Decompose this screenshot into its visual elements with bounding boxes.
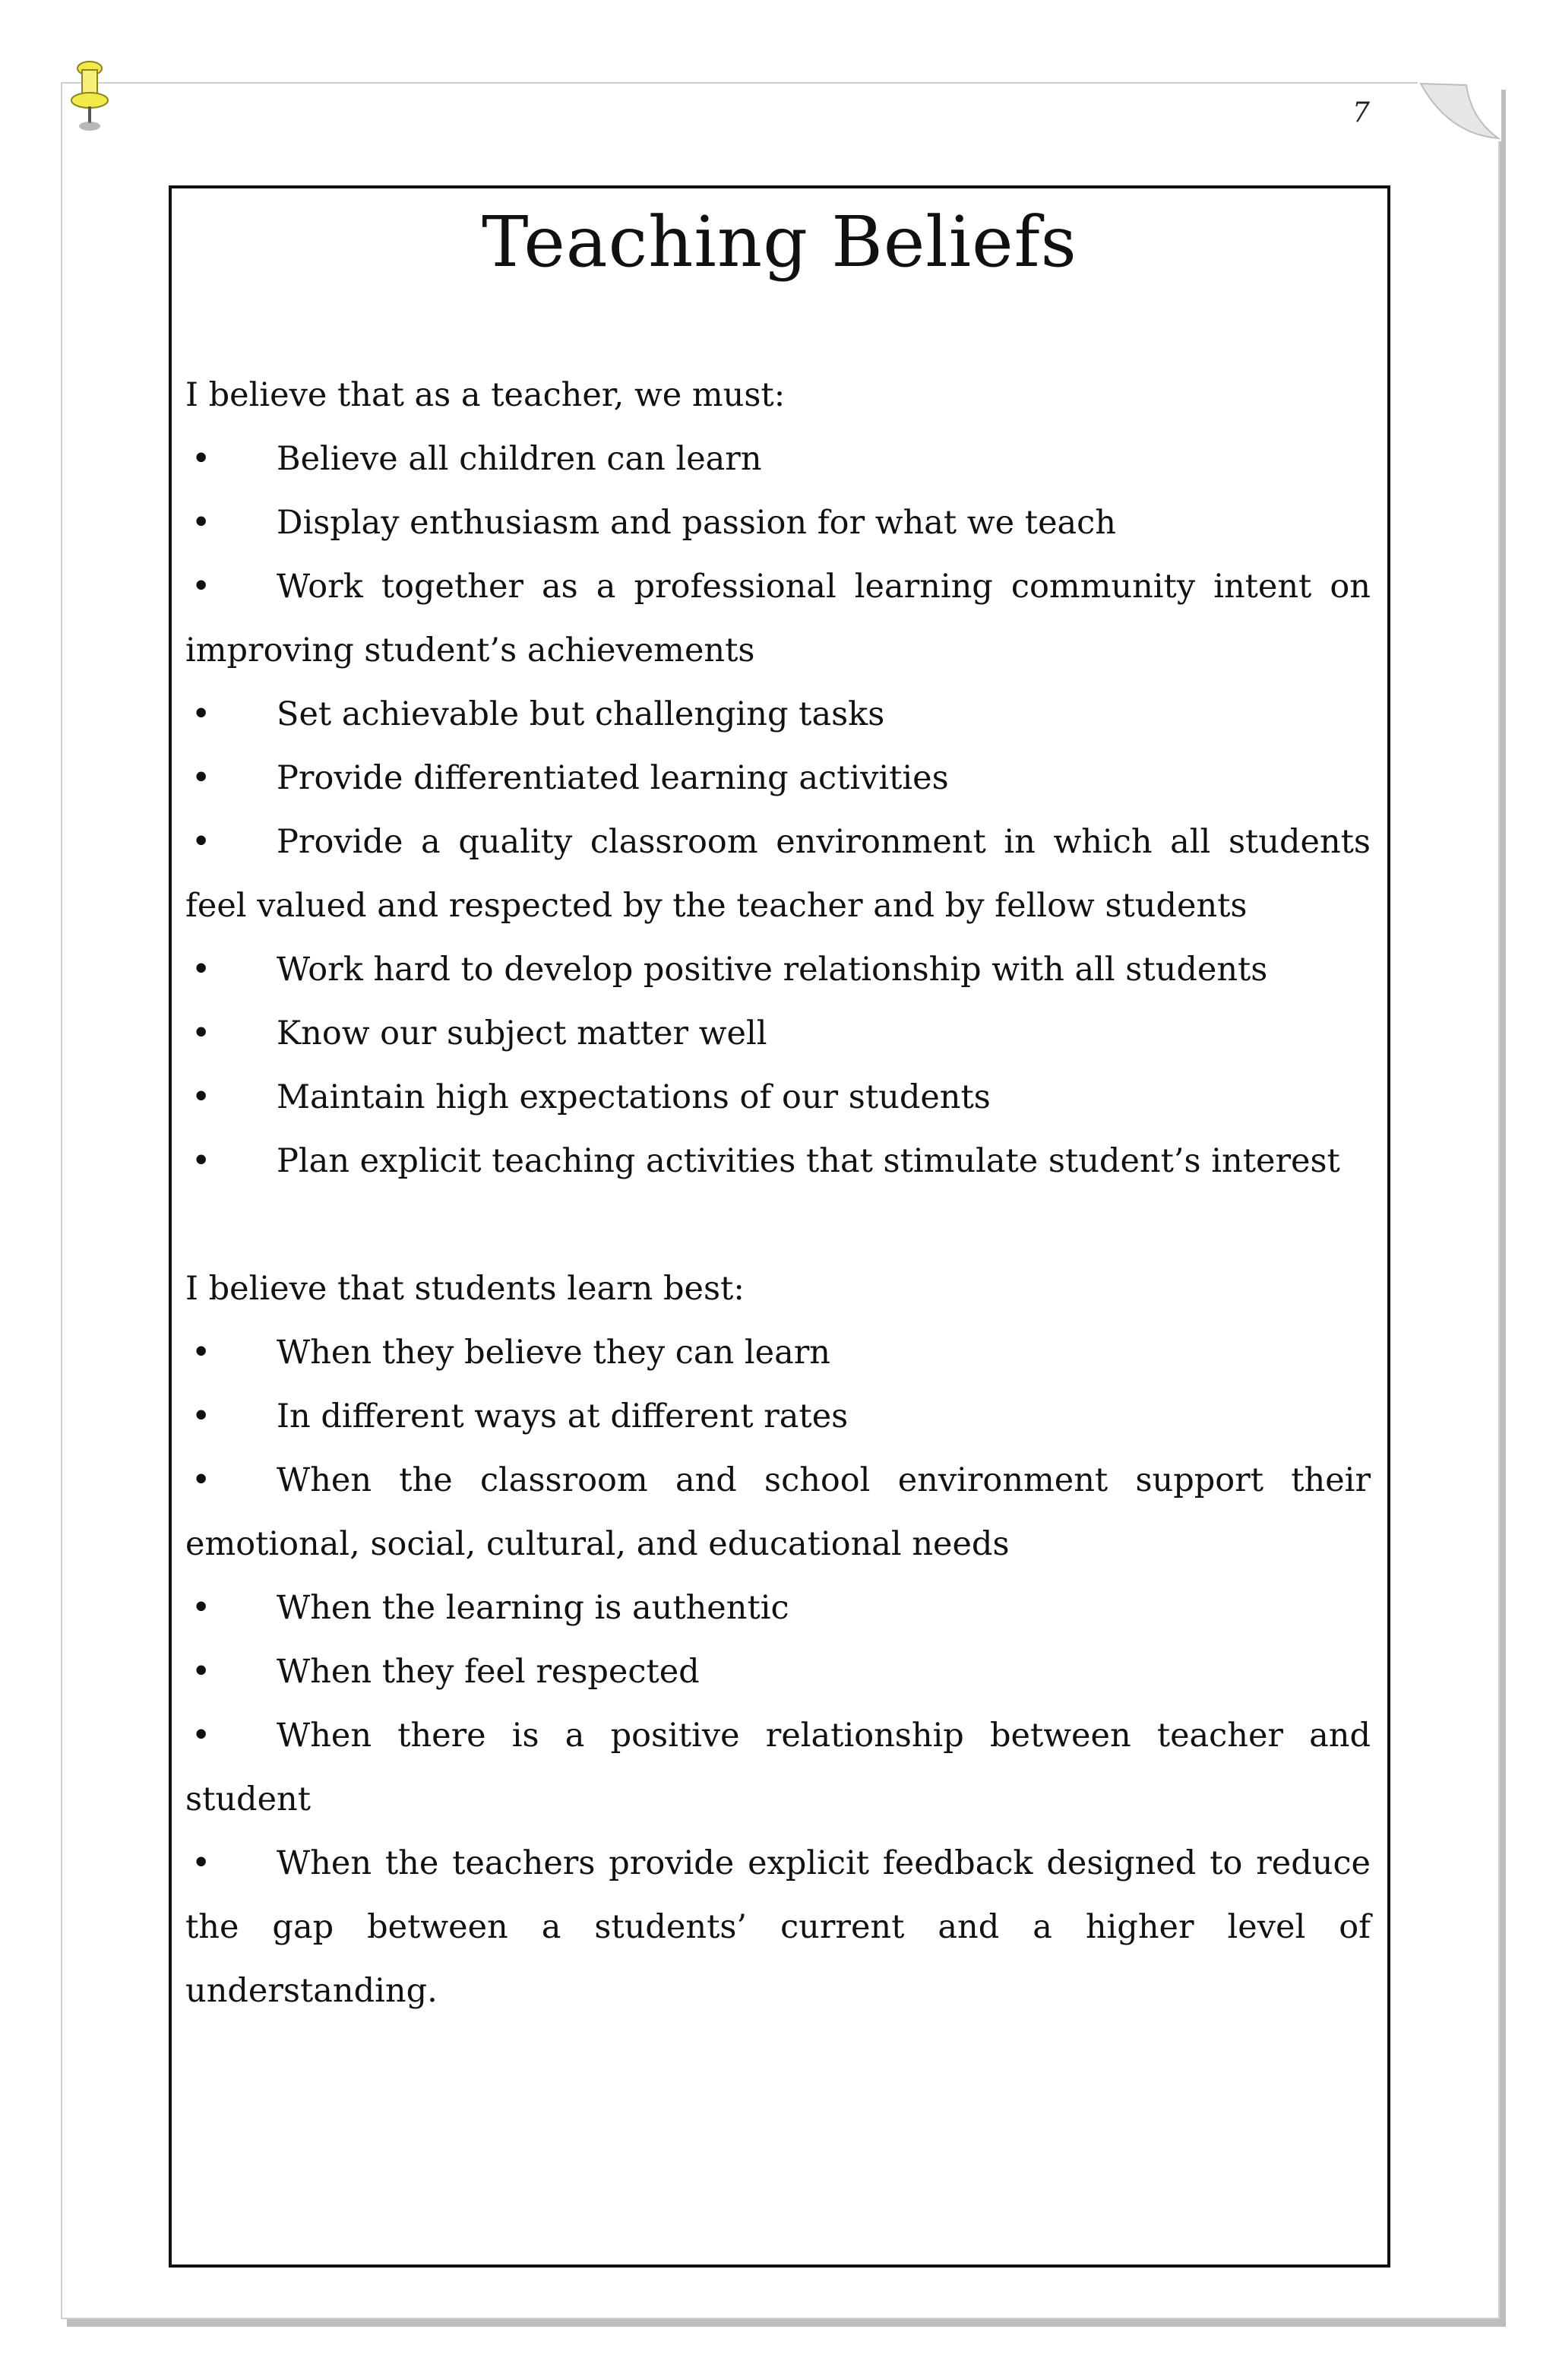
teacher-beliefs-intro: I believe that as a teacher, we must: — [185, 376, 786, 414]
list-item: • In different ways at different rates — [185, 1385, 1371, 1448]
bullet-icon: • — [191, 1844, 211, 1882]
bullet-icon: • — [191, 1334, 211, 1372]
page-title: Teaching Beliefs — [482, 201, 1077, 283]
bullet-icon: • — [191, 1142, 211, 1180]
student-beliefs-intro: I believe that students learn best: — [185, 1270, 745, 1308]
page-curl-icon — [1418, 81, 1501, 141]
bullet-icon: • — [191, 1589, 211, 1627]
student-beliefs-list — [185, 1321, 1371, 2023]
list-item: • Maintain high expectations of our students — [185, 1065, 1371, 1129]
list-item: • When there is a positive relationship between teacher and student — [185, 1704, 1371, 1831]
section-spacer — [185, 1193, 1371, 1257]
list-item: • When the classroom and school environment support their emotional, social, cultural, and educational needs — [185, 1448, 1371, 1576]
list-item: • Provide differentiated learning activities — [185, 746, 1371, 810]
list-item: • Know our subject matter well — [185, 1002, 1371, 1065]
bullet-icon: • — [191, 695, 211, 733]
list-item: • When they believe they can learn — [185, 1321, 1371, 1385]
bullet-icon: • — [191, 568, 211, 606]
bullet-icon: • — [191, 759, 211, 797]
bullet-icon: • — [191, 1461, 211, 1499]
list-item: • Set achievable but challenging tasks — [185, 682, 1371, 746]
list-item: • Plan explicit teaching activities that stimulate student’s interest — [185, 1129, 1371, 1193]
list-item: • Provide a quality classroom environment in which all students feel valued and respected by the teacher and by fellow students — [185, 810, 1371, 938]
page-number: 7 — [1352, 97, 1370, 128]
list-item: • Work together as a professional learning community intent on improving student’s achievements — [185, 555, 1371, 682]
list-item: • When they feel respected — [185, 1640, 1371, 1704]
list-item: • When the learning is authentic — [185, 1576, 1371, 1640]
bullet-icon: • — [191, 823, 211, 861]
bullet-icon: • — [191, 1653, 211, 1691]
bullet-icon: • — [191, 1397, 211, 1435]
bullet-icon: • — [191, 951, 211, 989]
bullet-icon: • — [191, 440, 211, 478]
list-item: • Believe all children can learn — [185, 427, 1371, 491]
bullet-icon: • — [191, 1717, 211, 1755]
content-frame — [169, 185, 1390, 2268]
bullet-icon: • — [191, 1078, 211, 1116]
list-item: • Work hard to develop positive relationship with all students — [185, 938, 1371, 1002]
list-item: • When the teachers provide explicit feedback designed to reduce the gap between a students’ current and a higher level of understanding. — [185, 1831, 1371, 2023]
beliefs-content — [185, 363, 1371, 2023]
bullet-icon: • — [191, 504, 211, 542]
teacher-beliefs-list — [185, 427, 1371, 1193]
pushpin-icon — [67, 59, 112, 135]
bullet-icon: • — [191, 1014, 211, 1052]
list-item: • Display enthusiasm and passion for what we teach — [185, 491, 1371, 555]
